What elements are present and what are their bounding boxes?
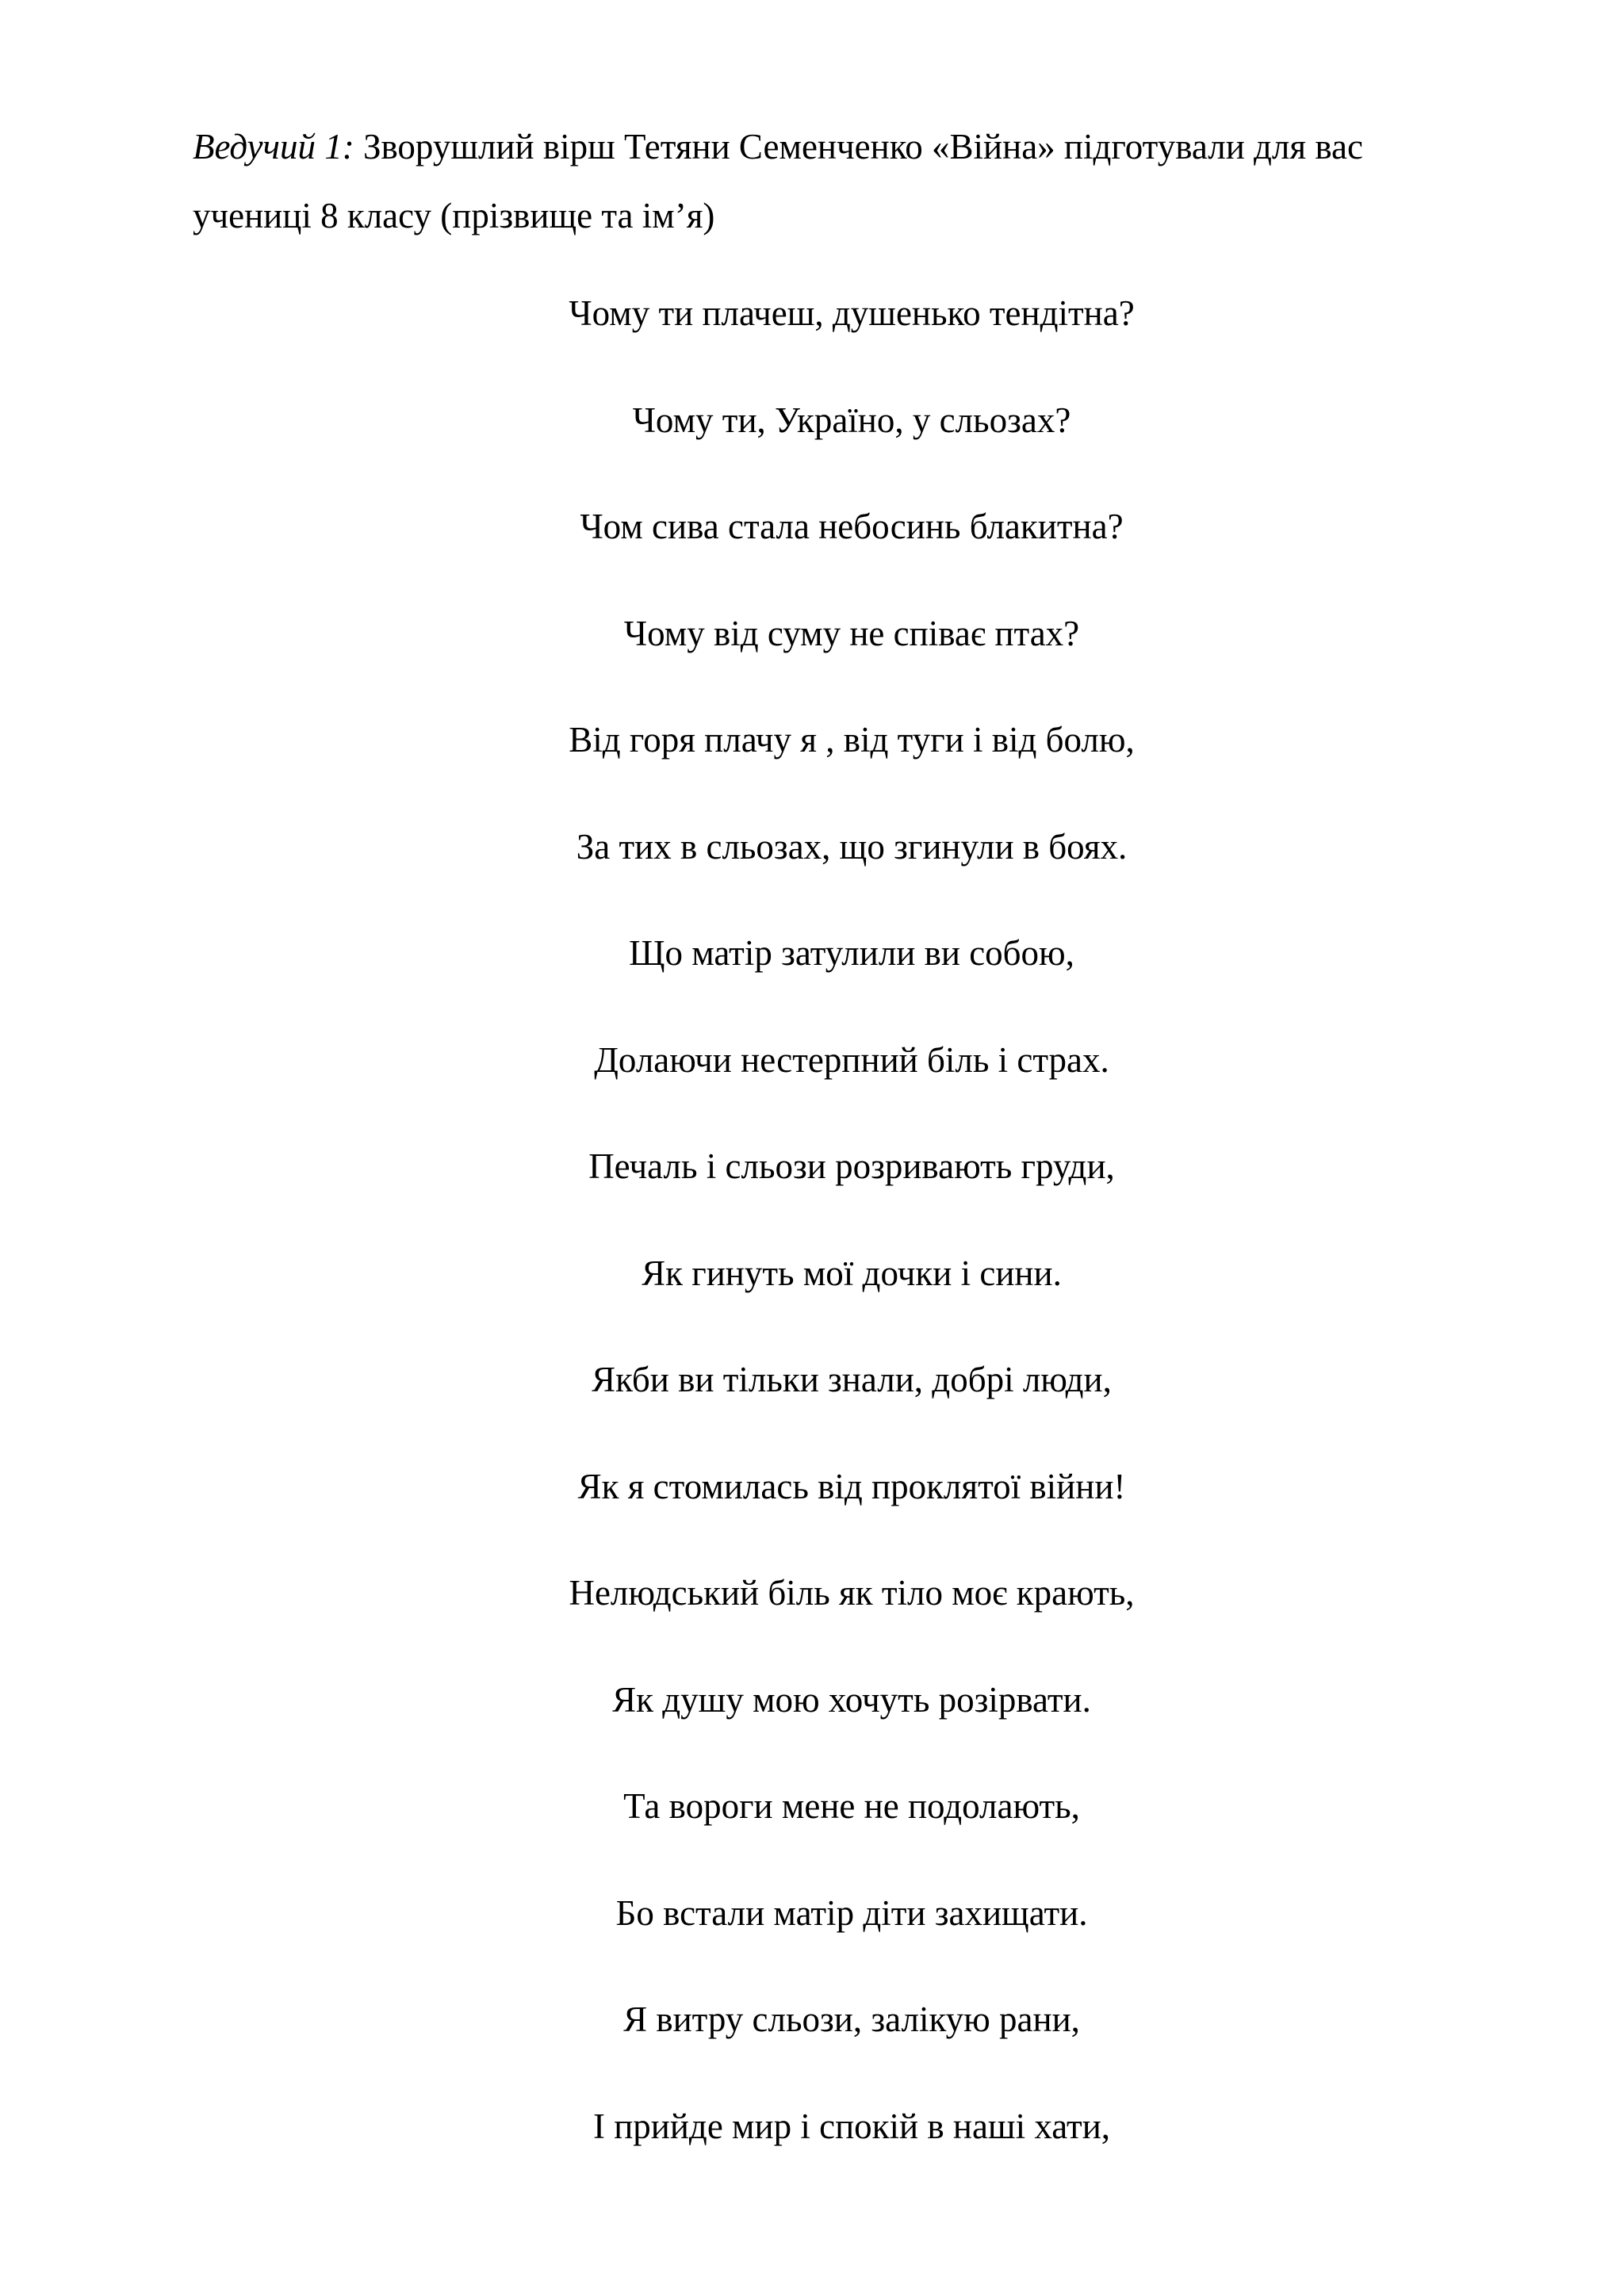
poem-line: Та вороги мене не подолають, xyxy=(623,1786,1080,1826)
poem-line: За тих в сльозах, що згинули в боях. xyxy=(576,826,1128,867)
poem-line: Долаючи нестерпний біль і страх. xyxy=(594,1039,1109,1080)
poem-line: Чому від суму не співає птах? xyxy=(623,613,1080,653)
speaker-label: Ведучий 1: xyxy=(193,127,354,166)
host-intro xyxy=(193,113,1461,251)
intro-text-line-2: учениці 8 класу (прізвище та ім’я) xyxy=(193,196,715,235)
poem-line: Як душу мою хочуть розірвати. xyxy=(612,1679,1091,1720)
poem-line: Чому ти плачеш, душенько тендітна? xyxy=(569,293,1135,333)
poem-line: Що матір затулили ви собою, xyxy=(629,933,1074,973)
poem-line: Печаль і сльози розривають груди, xyxy=(588,1146,1115,1186)
poem-line: Від горя плачу я , від туги і від болю, xyxy=(569,720,1135,760)
intro-text-line-1: Зворушлий вірш Тетяни Семенченко «Війна» підготували для вас xyxy=(354,127,1363,166)
poem-line: І прийде мир і спокій в наші хати, xyxy=(592,2106,1111,2146)
poem-line: Чом сива стала небосинь блакитна? xyxy=(580,507,1124,546)
poem-line: Я витру сльози, залікую рани, xyxy=(623,1999,1080,2039)
poem-line: Чому ти, Україно, у сльозах? xyxy=(632,400,1071,440)
poem-line: Як гинуть мої дочки і сини. xyxy=(642,1253,1062,1293)
poem-line: Як я стомилась від проклятої війни! xyxy=(577,1466,1126,1506)
poem-line: Якби ви тільки знали, добрі люди, xyxy=(592,1360,1112,1399)
poem-line: Нелюдський біль як тіло моє крають, xyxy=(569,1573,1135,1613)
poem-line: Бо встали матір діти захищати. xyxy=(615,1892,1088,1933)
poem xyxy=(0,281,1624,2201)
